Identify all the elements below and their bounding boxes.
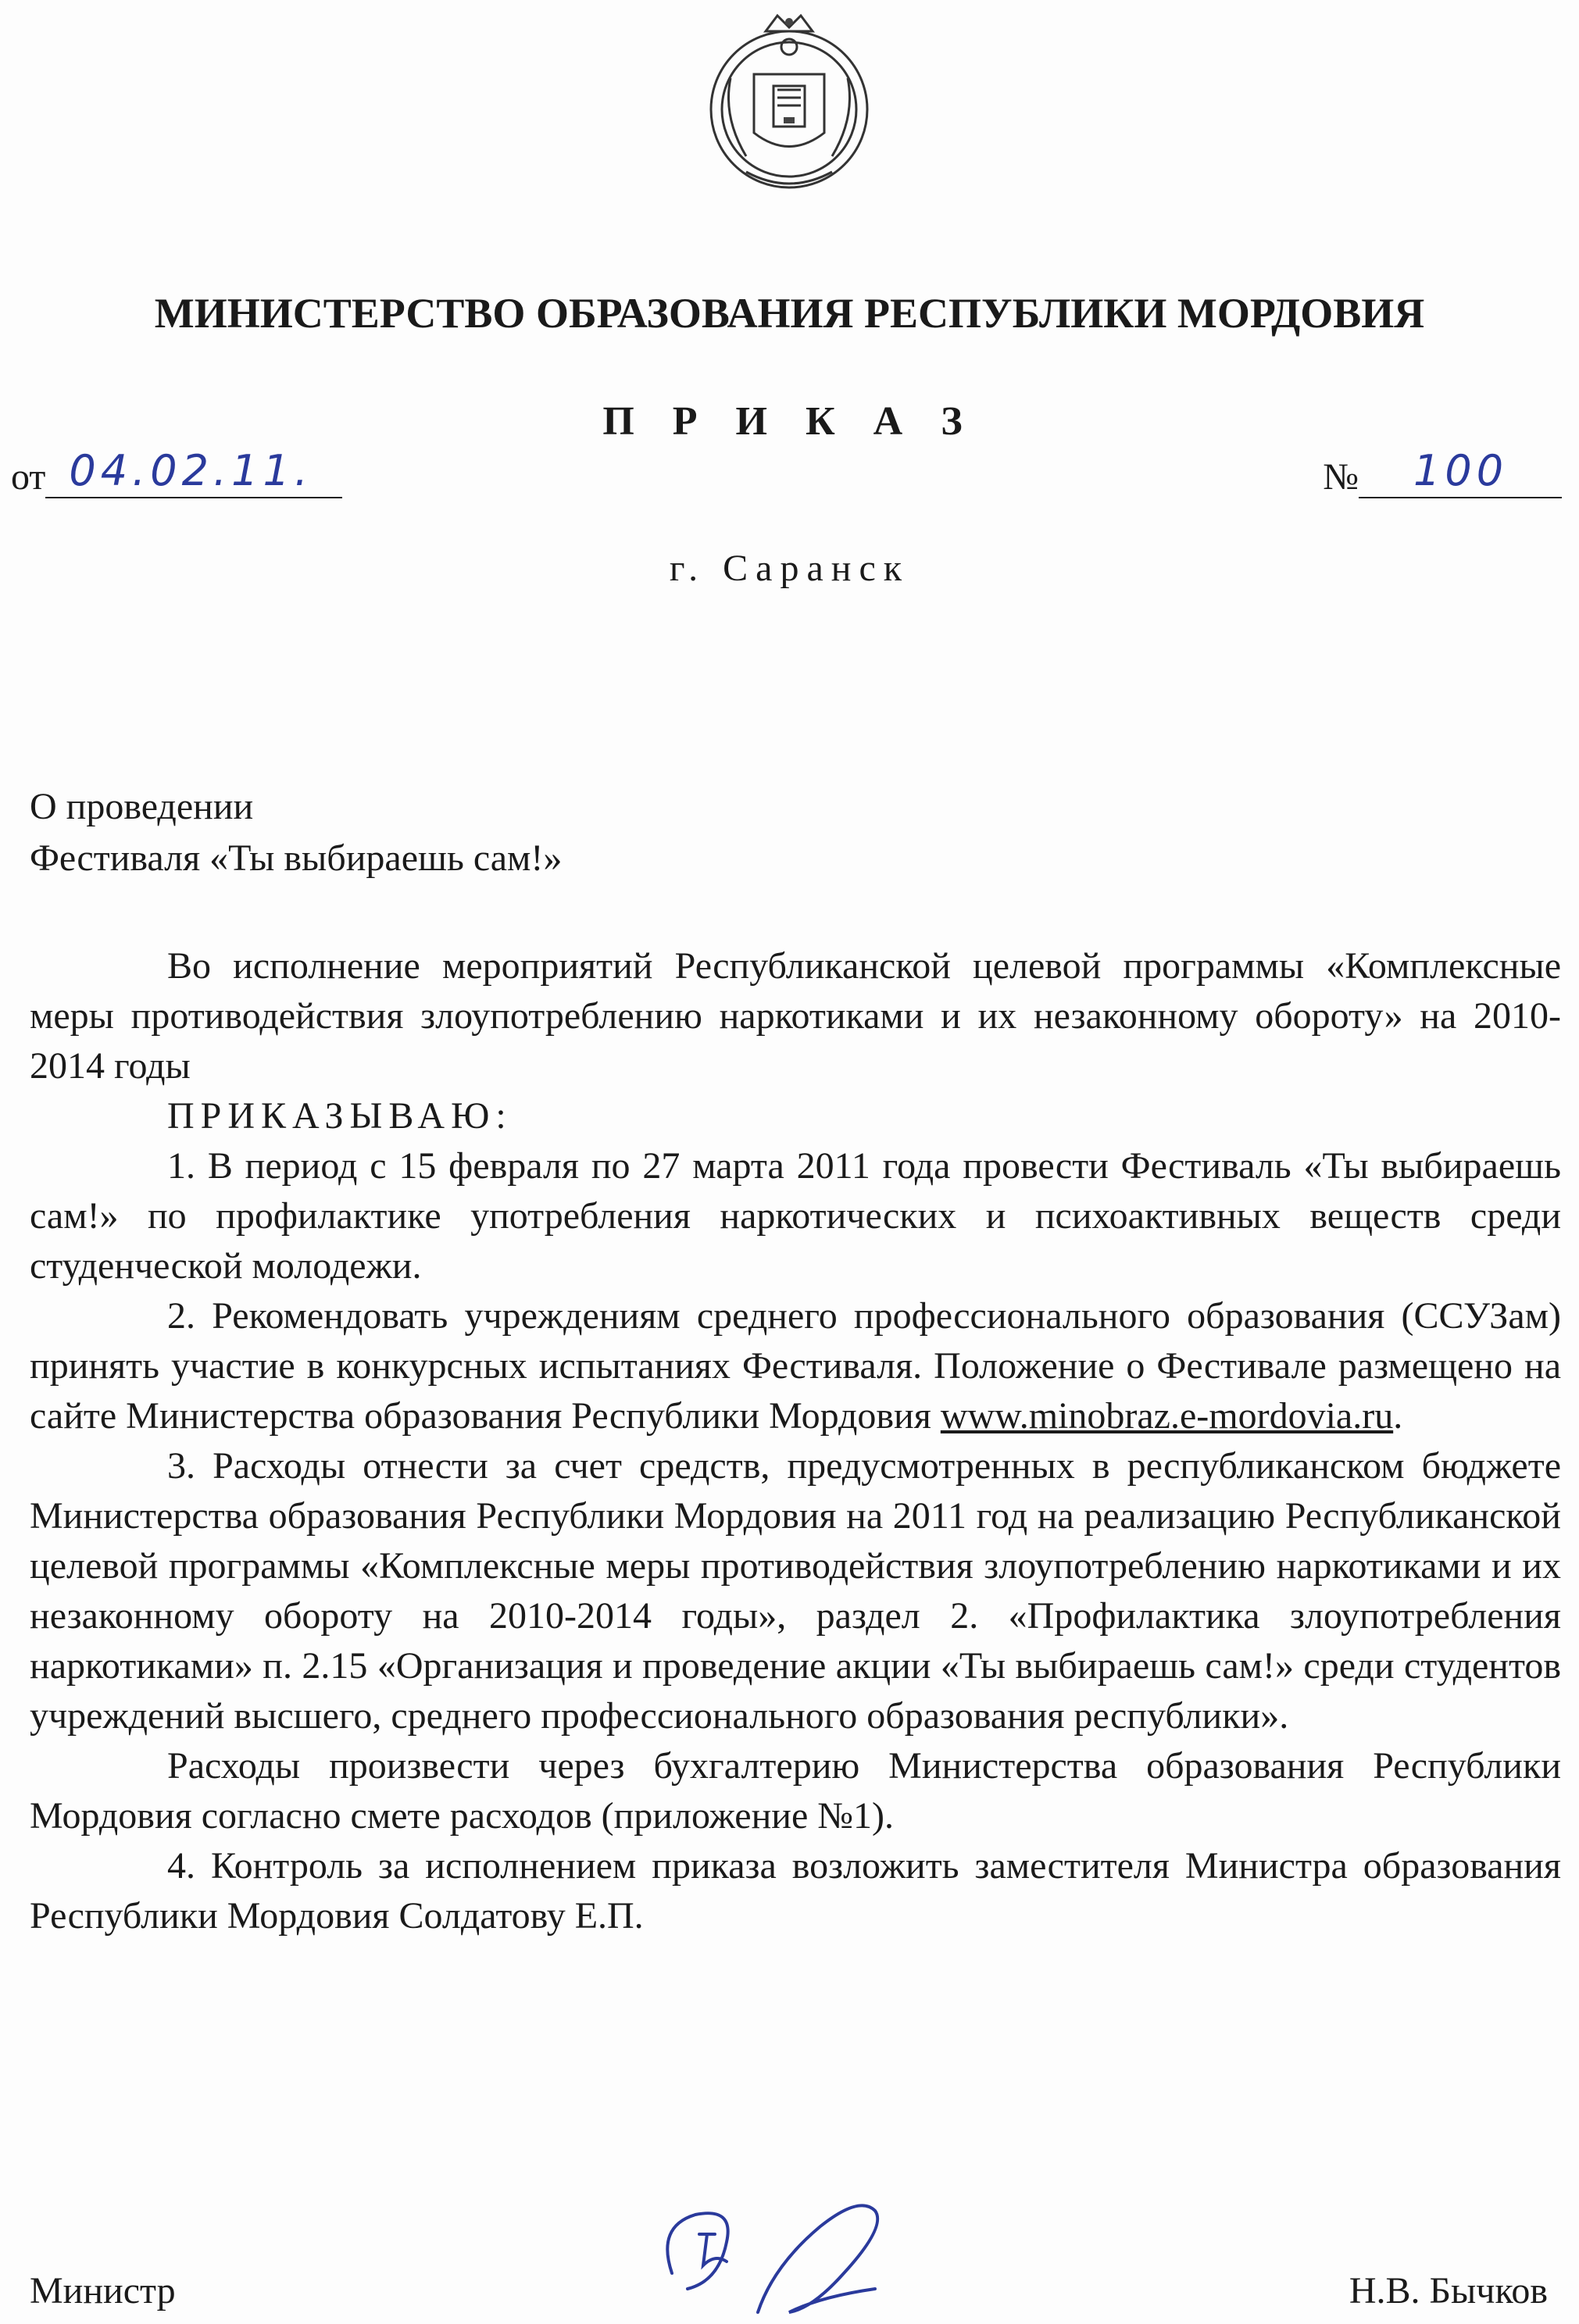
item-4: 4. Контроль за исполнением приказа возложить заместителя Министра образования Республики Мордовия Солдатову Е.П. [30,1845,1561,1937]
subject-line-2: Фестиваля «Ты выбираешь сам!» [30,837,563,879]
city: г. Саранск [669,548,910,589]
date-line [11,446,342,498]
date-label: от [11,456,46,498]
signatory-position: Министр [30,2270,176,2312]
subject-line-1: О проведении [30,786,254,827]
ministry-website-link[interactable]: www.minobraz.e-mordovia.ru [940,1395,1394,1437]
item-2-end: . [1393,1395,1403,1437]
preamble: Во исполнение мероприятий Республиканской целевой программы «Комплексные меры противодействия злоупотреблению наркотиками и их незаконному обороту» на 2010-2014 годы [30,945,1561,1087]
signature-scribble [641,2179,969,2324]
mordovia-coat-of-arms-icon [699,0,879,203]
date-value: 04.02.11. [69,446,313,495]
order-word: ПРИКАЗЫВАЮ: [167,1095,513,1137]
item-3: 3. Расходы отнести за счет средств, предусмотренных в республиканском бюджете Министерства образования Республики Мордовия на 2011 год на реализацию Республиканской целевой программы «Комплексные меры противодействия злоупотреблению наркотиками и их незаконному обороту на 2010-2014 годы», раздел 2. «Профилактика злоупотребления наркотиками» п. 2.15 «Организация и проведение акции «Ты выбираешь сам!» среди студентов учреждений высшего, среднего профессионального образования республики». [30,1445,1561,1737]
document-type: П Р И К А З [602,399,977,444]
item-2-text: 2. Рекомендовать учреждениям среднего профессионального образования (ССУЗам) принять участие в конкурсных испытаниях Фестиваля. Положение о Фестивале размещено на сайте Министерства образования Республики Мордовия [30,1295,1561,1437]
number-field [1359,446,1562,498]
subject [30,781,562,884]
item-2 [30,1291,1561,1441]
item-3-expenses: Расходы произвести через бухгалтерию Министерства образования Республики Мордовия согласно смете расходов (приложение №1). [30,1745,1561,1837]
number-line [1323,446,1562,498]
document-body [30,941,1561,1941]
number-value: 100 [1413,446,1509,495]
signatory-name: Н.В. Бычков [1349,2270,1548,2312]
item-1: 1. В период с 15 февраля по 27 марта 2011 года провести Фестиваль «Ты выбираешь сам!» по профилактике употребления наркотических и психоактивных веществ среди студенческой молодежи. [30,1145,1561,1287]
number-label: № [1323,456,1359,498]
ministry-title: МИНИСТЕРСТВО ОБРАЗОВАНИЯ РЕСПУБЛИКИ МОРДОВИЯ [154,290,1425,337]
date-field [45,446,342,498]
